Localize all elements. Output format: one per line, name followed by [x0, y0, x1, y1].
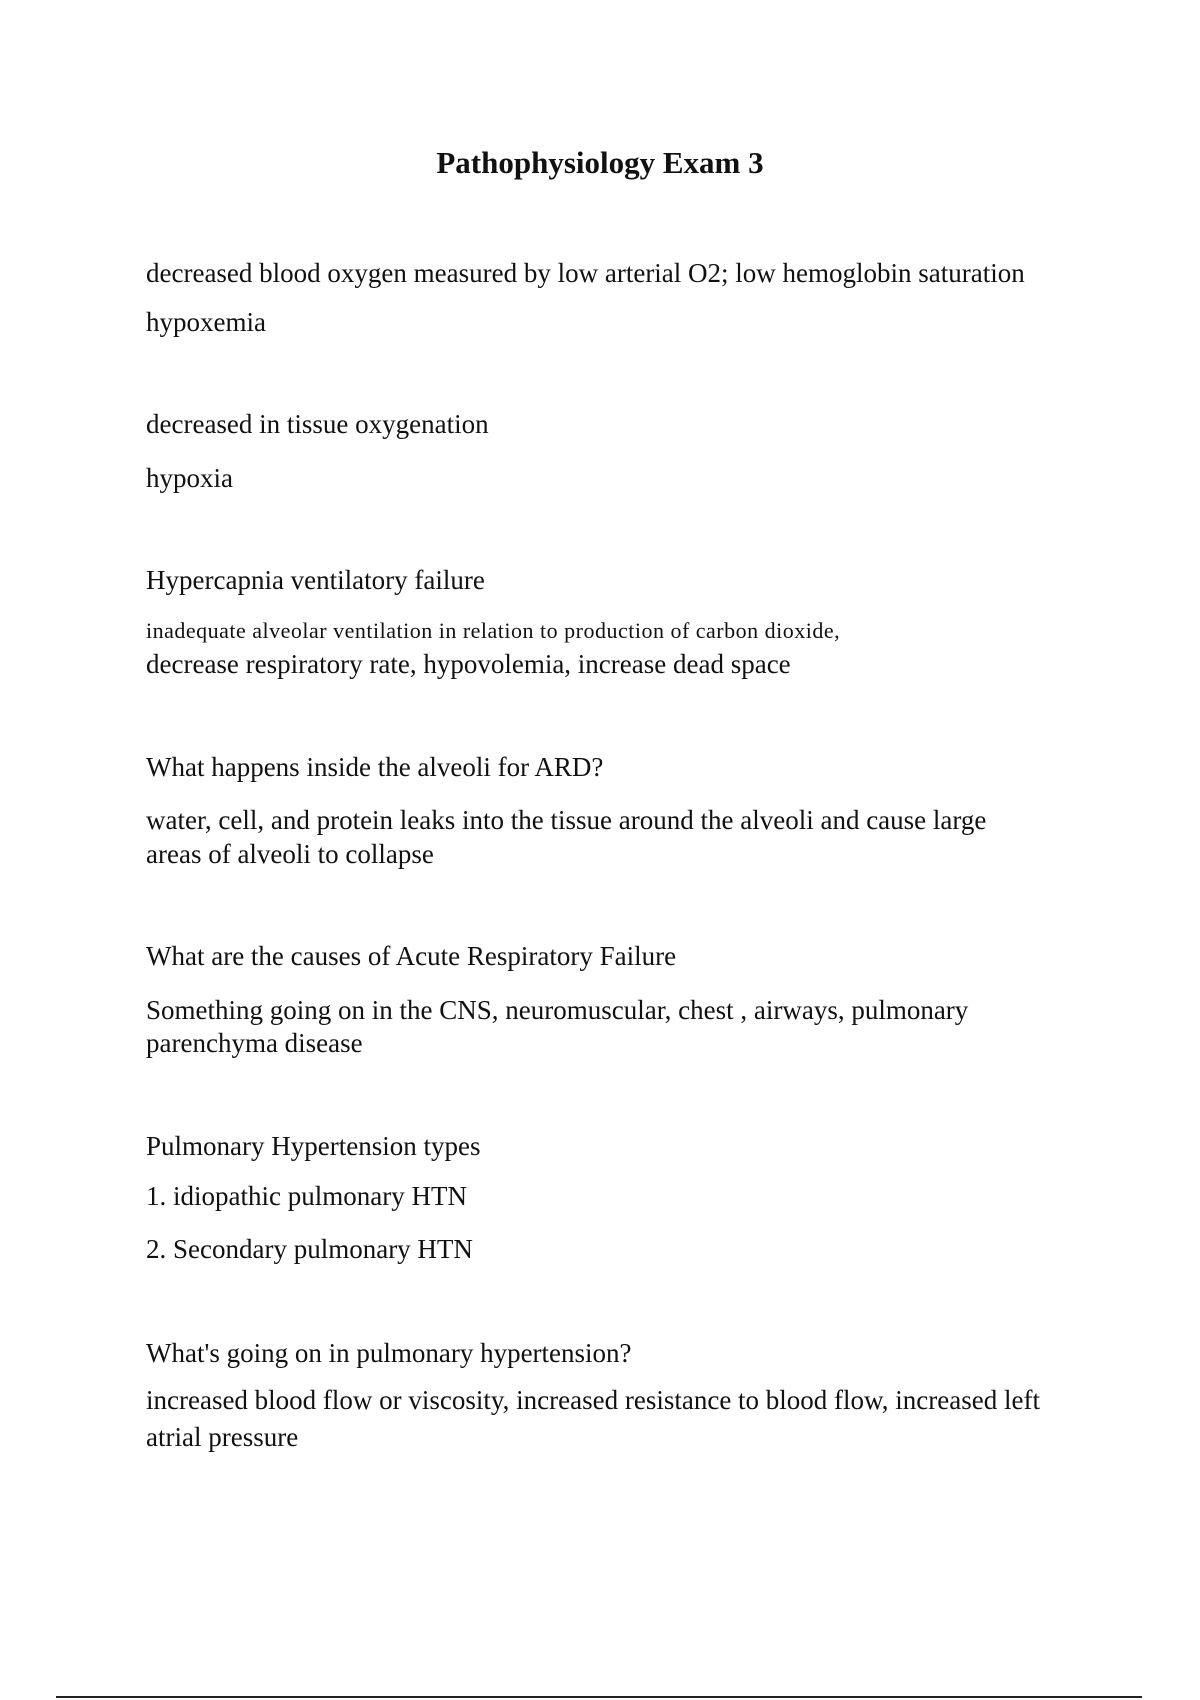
- card-6-item-2: 2. Secondary pulmonary HTN: [146, 1234, 473, 1264]
- card-7-definition-line-2: atrial pressure: [146, 1422, 299, 1452]
- card-5-definition-line-2: parenchyma disease: [146, 1028, 363, 1058]
- card-1-definition: hypoxemia: [146, 307, 266, 337]
- card-3-term: Hypercapnia ventilatory failure: [146, 565, 485, 595]
- card-2-definition: hypoxia: [146, 463, 233, 493]
- page-title: Pathophysiology Exam 3: [436, 145, 764, 180]
- card-7-term: What's going on in pulmonary hypertension?: [146, 1338, 632, 1368]
- card-4-term: What happens inside the alveoli for ARD?: [146, 752, 604, 782]
- card-3-definition-line-2: decrease respiratory rate, hypovolemia, increase dead space: [146, 649, 791, 679]
- card-5-definition-line-1: Something going on in the CNS, neuromuscular, chest , airways, pulmonary: [146, 995, 969, 1025]
- card-7-definition-line-1: increased blood flow or viscosity, increased resistance to blood flow, increased left: [146, 1385, 1040, 1415]
- card-6-term: Pulmonary Hypertension types: [146, 1131, 481, 1161]
- card-4-definition-line-1: water, cell, and protein leaks into the tissue around the alveoli and cause large: [146, 805, 987, 835]
- card-1-term: decreased blood oxygen measured by low arterial O2; low hemoglobin saturation: [146, 258, 1025, 288]
- card-6-item-1: 1. idiopathic pulmonary HTN: [146, 1181, 467, 1211]
- card-2-term: decreased in tissue oxygenation: [146, 409, 489, 439]
- card-3-definition-line-1: inadequate alveolar ventilation in relation to production of carbon dioxide,: [146, 618, 841, 643]
- card-4-definition-line-2: areas of alveoli to collapse: [146, 839, 434, 869]
- card-5-term: What are the causes of Acute Respiratory Failure: [146, 941, 677, 971]
- footer-rule: [56, 1696, 1142, 1698]
